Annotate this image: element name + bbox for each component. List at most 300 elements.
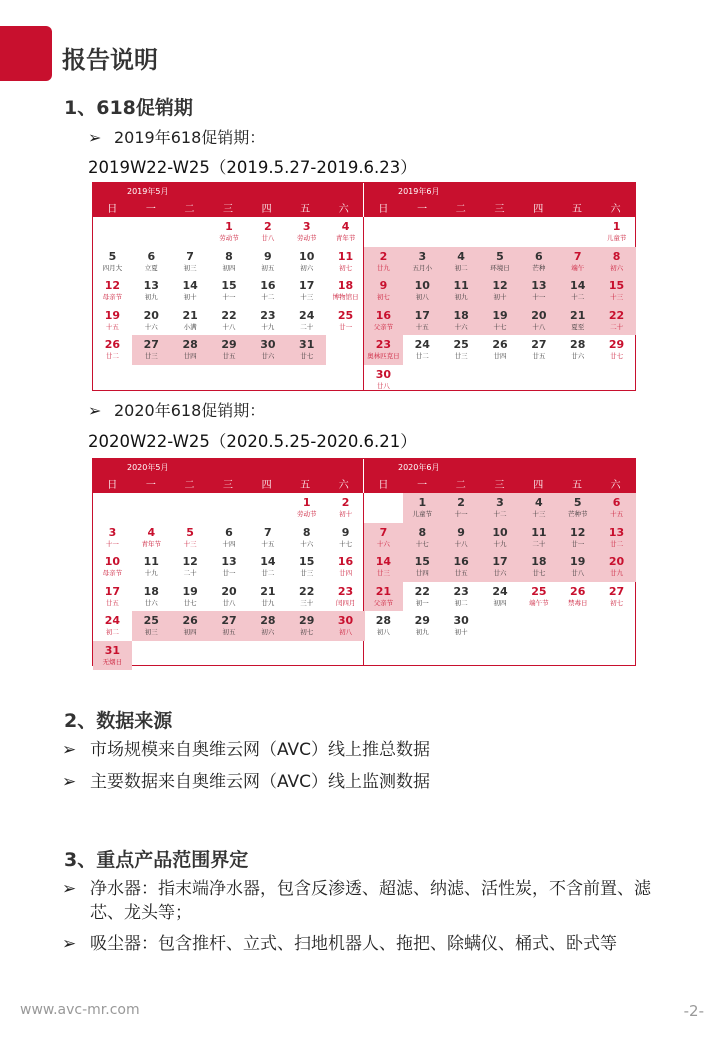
lunar-label: 初一: [415, 598, 429, 607]
day-number: 11: [453, 279, 469, 292]
calendar-day-cell: [248, 552, 287, 582]
lunar-label: 劳动节: [296, 234, 317, 242]
calendar-day-cell: [132, 582, 171, 612]
day-number: 20: [608, 555, 625, 568]
lunar-label: 初五: [222, 628, 236, 636]
weekday-label: 二: [184, 204, 195, 215]
lunar-label: 青年节: [141, 539, 162, 548]
calendar-day-cell: [93, 276, 132, 306]
lunar-label: 禁毒日: [567, 598, 588, 607]
day-number: 31: [299, 338, 315, 351]
calendar-day-cell: [558, 493, 597, 523]
lunar-label: 劳动节: [296, 510, 317, 518]
calendar-day-cell: [442, 552, 481, 582]
calendar-day-cell: [326, 611, 365, 641]
day-number: 14: [260, 555, 276, 568]
day-number: 13: [608, 525, 625, 539]
day-number: 19: [104, 308, 121, 322]
lunar-label: 二十: [183, 569, 197, 577]
calendar-day-cell: [403, 276, 442, 306]
lunar-label: 廿八: [261, 234, 275, 242]
weekday-label: 二: [455, 480, 466, 491]
day-number: 31: [104, 643, 121, 657]
section1-heading: 1、618促销期: [64, 97, 193, 119]
day-number: 8: [418, 525, 427, 539]
calendar-day-cell: [481, 247, 520, 277]
day-number: 24: [414, 338, 430, 351]
day-number: 7: [186, 249, 194, 263]
lunar-label: 二十: [532, 539, 546, 548]
calendar-header: [93, 183, 635, 217]
lunar-label: 环境日: [490, 263, 510, 272]
day-number: 18: [531, 555, 547, 568]
calendar-day-cell: [132, 611, 171, 641]
calendar-day-cell: [558, 552, 597, 582]
day-number: 2: [379, 249, 388, 263]
lunar-label: 十六: [300, 539, 314, 548]
calendar-day-cell: [558, 582, 597, 612]
day-number: 5: [108, 249, 117, 263]
calendar-day-cell: [442, 611, 481, 641]
lunar-label: 十五: [610, 510, 624, 518]
calendar-day-cell: [597, 582, 636, 612]
lunar-label: 初六: [261, 628, 275, 636]
lunar-label: 十六: [376, 539, 390, 548]
calendar-day-cell: [171, 552, 210, 582]
lunar-label: 廿九: [261, 598, 275, 607]
page-number: -2-: [683, 1002, 704, 1020]
lunar-label: 母亲节: [102, 569, 123, 577]
calendar-day-cell: [287, 552, 326, 582]
lunar-label: 十九: [144, 569, 158, 577]
calendar-day-cell: [132, 552, 171, 582]
calendar-day-cell: [403, 306, 442, 336]
calendar-day-cell: [210, 523, 249, 553]
calendar-day-cell: [287, 247, 326, 277]
day-number: 20: [531, 308, 547, 322]
calendar-header: [93, 459, 635, 493]
calendar-day-cell: [364, 306, 403, 336]
calendar-day-cell: [364, 611, 403, 641]
calendar-day-cell: [210, 276, 249, 306]
calendar-day-cell: [364, 582, 403, 612]
calendar-day-cell: [442, 582, 481, 612]
calendar-day-cell: [171, 247, 210, 277]
calendar-day-cell: [442, 493, 481, 523]
day-number: 19: [182, 584, 198, 598]
calendar-day-cell: [403, 493, 442, 523]
lunar-label: 初二: [105, 628, 119, 636]
calendar-day-cell: [442, 306, 481, 336]
month-grid: [364, 493, 635, 665]
calendar-2019: [92, 182, 636, 391]
lunar-label: 廿七: [532, 569, 546, 577]
calendar-day-cell: [519, 493, 558, 523]
day-number: 8: [302, 525, 311, 539]
lunar-label: 初七: [339, 263, 353, 272]
day-number: 3: [108, 525, 117, 539]
lunar-label: 十一: [532, 293, 546, 301]
day-number: 21: [182, 308, 198, 322]
lunar-label: 二十: [300, 322, 314, 331]
lunar-label: 十七: [415, 539, 429, 548]
lunar-label: 廿七: [183, 598, 197, 607]
lunar-label: 十七: [339, 539, 353, 548]
day-number: 10: [299, 249, 315, 263]
footer-url[interactable]: www.avc-mr.com: [20, 1002, 140, 1018]
weekday-label: 四: [261, 480, 272, 491]
calendar-day-cell: [287, 276, 326, 306]
page-title: 报告说明: [62, 46, 158, 74]
calendar-day-cell: [597, 523, 636, 553]
day-number: 6: [225, 525, 233, 539]
arrow-bullet-icon: ➢: [62, 934, 77, 954]
day-number: 8: [225, 249, 233, 263]
lunar-label: 初四: [222, 263, 236, 272]
weekday-label: 三: [494, 204, 505, 215]
day-number: 22: [299, 584, 315, 598]
calendar-day-cell: [248, 582, 287, 612]
calendar-day-cell: [93, 523, 132, 553]
calendar-day-cell: [403, 552, 442, 582]
lunar-label: 父亲节: [373, 598, 394, 607]
day-number: 4: [147, 525, 156, 539]
day-number: 28: [375, 614, 392, 627]
lunar-label: 初七: [300, 628, 314, 636]
calendar-2020: [92, 458, 636, 666]
day-number: 24: [299, 308, 315, 322]
day-number: 14: [375, 555, 392, 568]
day-number: 2: [457, 496, 465, 509]
weekday-label: 日: [107, 480, 118, 491]
calendar-day-cell: [519, 306, 558, 336]
weekday-label: 日: [107, 204, 118, 215]
lunar-label: 初二: [454, 263, 468, 272]
day-number: 3: [302, 220, 311, 233]
lunar-label: 十七: [493, 322, 507, 331]
day-number: 30: [375, 367, 392, 381]
day-number: 1: [225, 220, 233, 233]
day-number: 14: [182, 279, 198, 292]
lunar-label: 廿九: [376, 263, 390, 272]
title-accent-bar: [0, 26, 52, 81]
calendar-day-cell: [558, 335, 597, 365]
lunar-label: 初九: [144, 293, 158, 301]
weekday-label: 六: [338, 480, 349, 491]
day-number: 15: [221, 279, 237, 292]
weekday-label: 五: [571, 204, 582, 215]
day-number: 26: [182, 614, 198, 627]
day-number: 15: [299, 555, 315, 568]
calendar-day-cell: [171, 523, 210, 553]
calendar-day-cell: [403, 611, 442, 641]
lunar-label: 初五: [261, 263, 275, 272]
calendar-day-cell: [519, 247, 558, 277]
calendar-day-cell: [287, 523, 326, 553]
calendar-day-cell: [93, 552, 132, 582]
calendar-day-cell: [364, 335, 403, 365]
day-number: 29: [608, 338, 625, 351]
weekday-label: 三: [494, 480, 505, 491]
promo-2020-label: ➢ 2020年618促销期：: [88, 401, 266, 420]
day-number: 5: [573, 496, 582, 509]
lunar-label: 廿六: [493, 569, 507, 577]
weekday-label: 二: [455, 204, 466, 215]
calendar-day-cell: [597, 217, 636, 247]
day-number: 23: [453, 584, 469, 598]
calendar-day-cell: [248, 335, 287, 365]
lunar-label: 十六: [144, 322, 158, 331]
weekday-label: 四: [533, 480, 544, 491]
calendar-day-cell: [558, 523, 597, 553]
lunar-label: 十一: [222, 293, 236, 301]
day-number: 9: [379, 279, 388, 292]
day-number: 26: [492, 338, 508, 351]
lunar-label: 初八: [339, 628, 353, 636]
calendar-day-cell: [481, 306, 520, 336]
lunar-label: 芒种: [532, 263, 546, 272]
lunar-label: 二十: [610, 322, 624, 331]
lunar-label: 廿二: [261, 569, 275, 577]
weekday-label: 四: [261, 204, 272, 215]
lunar-label: 十三: [610, 293, 624, 301]
weekday-label: 四: [533, 204, 544, 215]
lunar-label: 廿一: [222, 569, 236, 577]
day-number: 29: [221, 338, 237, 351]
weekday-label: 二: [184, 480, 195, 491]
lunar-label: 廿六: [571, 352, 585, 360]
calendar-day-cell: [481, 552, 520, 582]
day-number: 8: [612, 249, 621, 263]
day-number: 16: [337, 555, 354, 568]
calendar-day-cell: [519, 523, 558, 553]
calendar-day-cell: [326, 552, 365, 582]
calendar-day-cell: [287, 582, 326, 612]
calendar-day-cell: [93, 611, 132, 641]
calendar-day-cell: [248, 523, 287, 553]
calendar-day-cell: [597, 306, 636, 336]
day-number: 10: [414, 279, 430, 292]
lunar-label: 廿四: [493, 352, 507, 360]
calendar-day-cell: [93, 306, 132, 336]
calendar-day-cell: [481, 493, 520, 523]
arrow-bullet-icon: ➢: [62, 772, 77, 792]
day-number: 23: [375, 338, 392, 351]
day-number: 26: [104, 338, 121, 351]
lunar-label: 初四: [493, 598, 507, 607]
day-number: 11: [531, 525, 547, 539]
weekday-label: 五: [300, 480, 311, 491]
day-number: 17: [414, 308, 430, 322]
day-number: 12: [104, 279, 121, 292]
calendar-day-cell: [171, 276, 210, 306]
calendar-day-cell: [287, 611, 326, 641]
product-scope-item: ➢ 吸尘器：包含推杆、立式、扫地机器人、拖把、除螨仪、桶式、卧式等: [62, 934, 617, 954]
lunar-label: 立夏: [144, 263, 158, 272]
lunar-label: 十五: [415, 322, 429, 331]
day-number: 29: [414, 614, 430, 627]
calendar-day-cell: [248, 306, 287, 336]
day-number: 10: [104, 555, 121, 568]
calendar-day-cell: [210, 335, 249, 365]
day-number: 21: [375, 584, 392, 598]
day-number: 7: [573, 249, 582, 263]
day-number: 21: [260, 584, 276, 598]
day-number: 28: [182, 338, 198, 351]
lunar-label: 廿三: [144, 352, 158, 360]
lunar-label: 初六: [300, 263, 314, 272]
calendar-day-cell: [558, 247, 597, 277]
calendar-day-cell: [442, 276, 481, 306]
lunar-label: 初二: [454, 598, 468, 607]
day-number: 18: [337, 279, 354, 292]
lunar-label: 十三: [183, 539, 197, 548]
month-title: 2020年6月: [398, 463, 440, 472]
lunar-label: 廿五: [532, 352, 546, 360]
lunar-label: 夏至: [571, 322, 585, 331]
day-number: 17: [299, 279, 315, 292]
lunar-label: 十八: [222, 322, 236, 331]
calendar-day-cell: [210, 247, 249, 277]
day-number: 9: [457, 525, 465, 539]
lunar-label: 芒种节: [567, 510, 588, 518]
promo-2019-period: 2019W22-W25（2019.5.27-2019.6.23）: [88, 158, 417, 177]
calendar-day-cell: [597, 247, 636, 277]
day-number: 7: [264, 525, 272, 539]
weekday-label: 日: [378, 204, 389, 215]
day-number: 21: [570, 308, 586, 322]
weekday-label: 一: [145, 204, 156, 215]
lunar-label: 端午: [571, 263, 585, 272]
day-number: 17: [104, 584, 121, 598]
lunar-label: 廿七: [300, 352, 314, 360]
day-number: 24: [492, 584, 508, 598]
day-number: 6: [147, 249, 156, 263]
day-number: 19: [570, 555, 586, 568]
day-number: 6: [612, 496, 621, 509]
lunar-label: 廿五: [454, 569, 468, 577]
calendar-day-cell: [481, 335, 520, 365]
lunar-label: 廿四: [415, 569, 429, 577]
lunar-label: 端午节: [529, 598, 549, 607]
calendar-day-cell: [248, 276, 287, 306]
day-number: 4: [535, 496, 543, 509]
day-number: 16: [260, 279, 276, 292]
day-number: 17: [492, 555, 508, 568]
calendar-day-cell: [481, 582, 520, 612]
data-source-item: ➢ 主要数据来自奥维云网（AVC）线上监测数据: [62, 772, 431, 792]
lunar-label: 廿三: [454, 352, 468, 360]
weekday-label: 三: [223, 204, 234, 215]
calendar-day-cell: [364, 276, 403, 306]
lunar-label: 初九: [415, 628, 429, 636]
day-number: 25: [143, 614, 159, 627]
lunar-label: 廿六: [144, 598, 158, 607]
day-number: 1: [612, 220, 621, 233]
day-number: 5: [186, 525, 194, 539]
lunar-label: 廿五: [222, 352, 236, 360]
month-title: 2020年5月: [127, 463, 169, 472]
weekday-label: 六: [610, 204, 621, 215]
section3-heading: 3、重点产品范围界定: [64, 849, 249, 871]
day-number: 7: [379, 525, 388, 539]
calendar-day-cell: [558, 306, 597, 336]
lunar-label: 廿九: [610, 569, 624, 577]
day-number: 11: [143, 555, 159, 568]
calendar-day-cell: [171, 611, 210, 641]
lunar-label: 廿二: [415, 352, 429, 360]
day-number: 30: [260, 338, 276, 351]
lunar-label: 无烟日: [102, 657, 123, 666]
calendar-day-cell: [519, 335, 558, 365]
weekday-label: 六: [610, 480, 621, 491]
day-number: 23: [337, 584, 354, 598]
day-number: 16: [453, 555, 469, 568]
month-grid: [93, 217, 364, 390]
day-number: 12: [570, 525, 586, 539]
lunar-label: 青年节: [335, 234, 356, 242]
calendar-day-cell: [597, 552, 636, 582]
lunar-label: 十八: [532, 322, 546, 331]
lunar-label: 十一: [454, 510, 468, 518]
lunar-label: 五月小: [412, 263, 433, 272]
day-number: 22: [414, 584, 430, 598]
data-source-item: ➢ 市场规模来自奥维云网（AVC）线上推总数据: [62, 740, 431, 760]
day-number: 11: [337, 249, 354, 263]
day-number: 30: [337, 614, 354, 627]
lunar-label: 十一: [105, 539, 119, 548]
lunar-label: 十五: [261, 539, 275, 548]
day-number: 29: [299, 614, 315, 627]
lunar-label: 廿八: [376, 381, 390, 390]
calendar-day-cell: [248, 247, 287, 277]
calendar-day-cell: [132, 335, 171, 365]
calendar-day-cell: [287, 335, 326, 365]
lunar-label: 廿六: [261, 352, 275, 360]
lunar-label: 母亲节: [102, 293, 123, 301]
calendar-day-cell: [597, 276, 636, 306]
calendar-day-cell: [558, 276, 597, 306]
lunar-label: 闰四月: [335, 598, 356, 607]
day-number: 10: [492, 525, 508, 539]
lunar-label: 十六: [454, 322, 468, 331]
calendar-day-cell: [287, 493, 326, 523]
day-number: 2: [341, 496, 350, 509]
day-number: 20: [143, 308, 159, 322]
calendar-day-cell: [326, 276, 365, 306]
lunar-label: 十二: [493, 510, 507, 518]
lunar-label: 十四: [222, 539, 236, 548]
arrow-bullet-icon: ➢: [62, 879, 77, 899]
lunar-label: 初三: [144, 628, 158, 636]
lunar-label: 初十: [454, 628, 468, 636]
lunar-label: 廿一: [339, 322, 353, 331]
lunar-label: 廿五: [105, 598, 119, 607]
day-number: 27: [221, 614, 237, 627]
lunar-label: 十九: [493, 539, 507, 548]
calendar-day-cell: [93, 247, 132, 277]
lunar-label: 初十: [183, 293, 197, 301]
calendar-day-cell: [93, 641, 132, 671]
lunar-label: 廿八: [222, 598, 236, 607]
day-number: 3: [418, 249, 427, 263]
calendar-day-cell: [442, 335, 481, 365]
calendar-day-cell: [326, 247, 365, 277]
day-number: 14: [570, 279, 586, 292]
calendar-day-cell: [403, 247, 442, 277]
day-number: 15: [608, 279, 625, 292]
lunar-label: 奥林匹克日: [367, 352, 400, 360]
